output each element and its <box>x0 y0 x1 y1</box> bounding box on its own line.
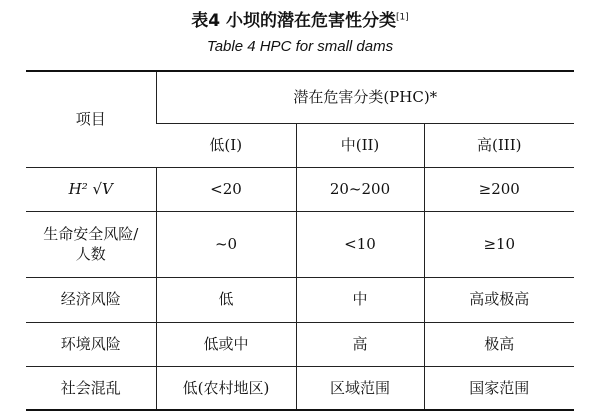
table-cell: <20 <box>156 167 296 211</box>
class-header-low: 低(I) <box>156 123 296 167</box>
table-cell: <10 <box>296 211 424 277</box>
table-row <box>26 211 574 277</box>
formula-h2-sqrt-v: H² √V <box>68 179 113 198</box>
table-cell: 低(农村地区) <box>156 366 296 410</box>
table-subtitle: Table 4 HPC for small dams <box>206 38 394 55</box>
row-label: 社会混乱 <box>26 366 156 410</box>
group-header: 潜在危害分类(PHC)* <box>156 71 574 123</box>
table-cell: 20~200 <box>296 167 424 211</box>
table-title-text: 表4 小坝的潜在危害性分类 <box>191 11 396 31</box>
row-label: 环境风险 <box>26 322 156 366</box>
table-row <box>26 167 574 211</box>
reference-marker: [1] <box>396 12 409 23</box>
class-header-medium: 中(II) <box>296 123 424 167</box>
table-cell: 极高 <box>424 322 574 366</box>
table-cell: ~0 <box>156 211 296 277</box>
table-cell: 低或中 <box>156 322 296 366</box>
row-label: 生命安全风险/人数 <box>26 211 156 277</box>
table-row <box>26 322 574 366</box>
item-header: 项目 <box>26 71 156 167</box>
class-header-high: 高(III) <box>424 123 574 167</box>
table-cell: ≥200 <box>424 167 574 211</box>
table-cell: 低 <box>156 277 296 322</box>
table-row <box>26 366 574 410</box>
row-label: 经济风险 <box>26 277 156 322</box>
table-title <box>0 6 600 31</box>
table-cell: ≥10 <box>424 211 574 277</box>
table-cell: 高 <box>296 322 424 366</box>
table-cell: 区域范围 <box>296 366 424 410</box>
table-cell: 国家范围 <box>424 366 574 410</box>
table-cell: 中 <box>296 277 424 322</box>
hpc-table <box>26 70 574 411</box>
header-row-group <box>26 71 574 123</box>
table-cell: 高或极高 <box>424 277 574 322</box>
row-label-formula <box>26 167 156 211</box>
table-row <box>26 277 574 322</box>
